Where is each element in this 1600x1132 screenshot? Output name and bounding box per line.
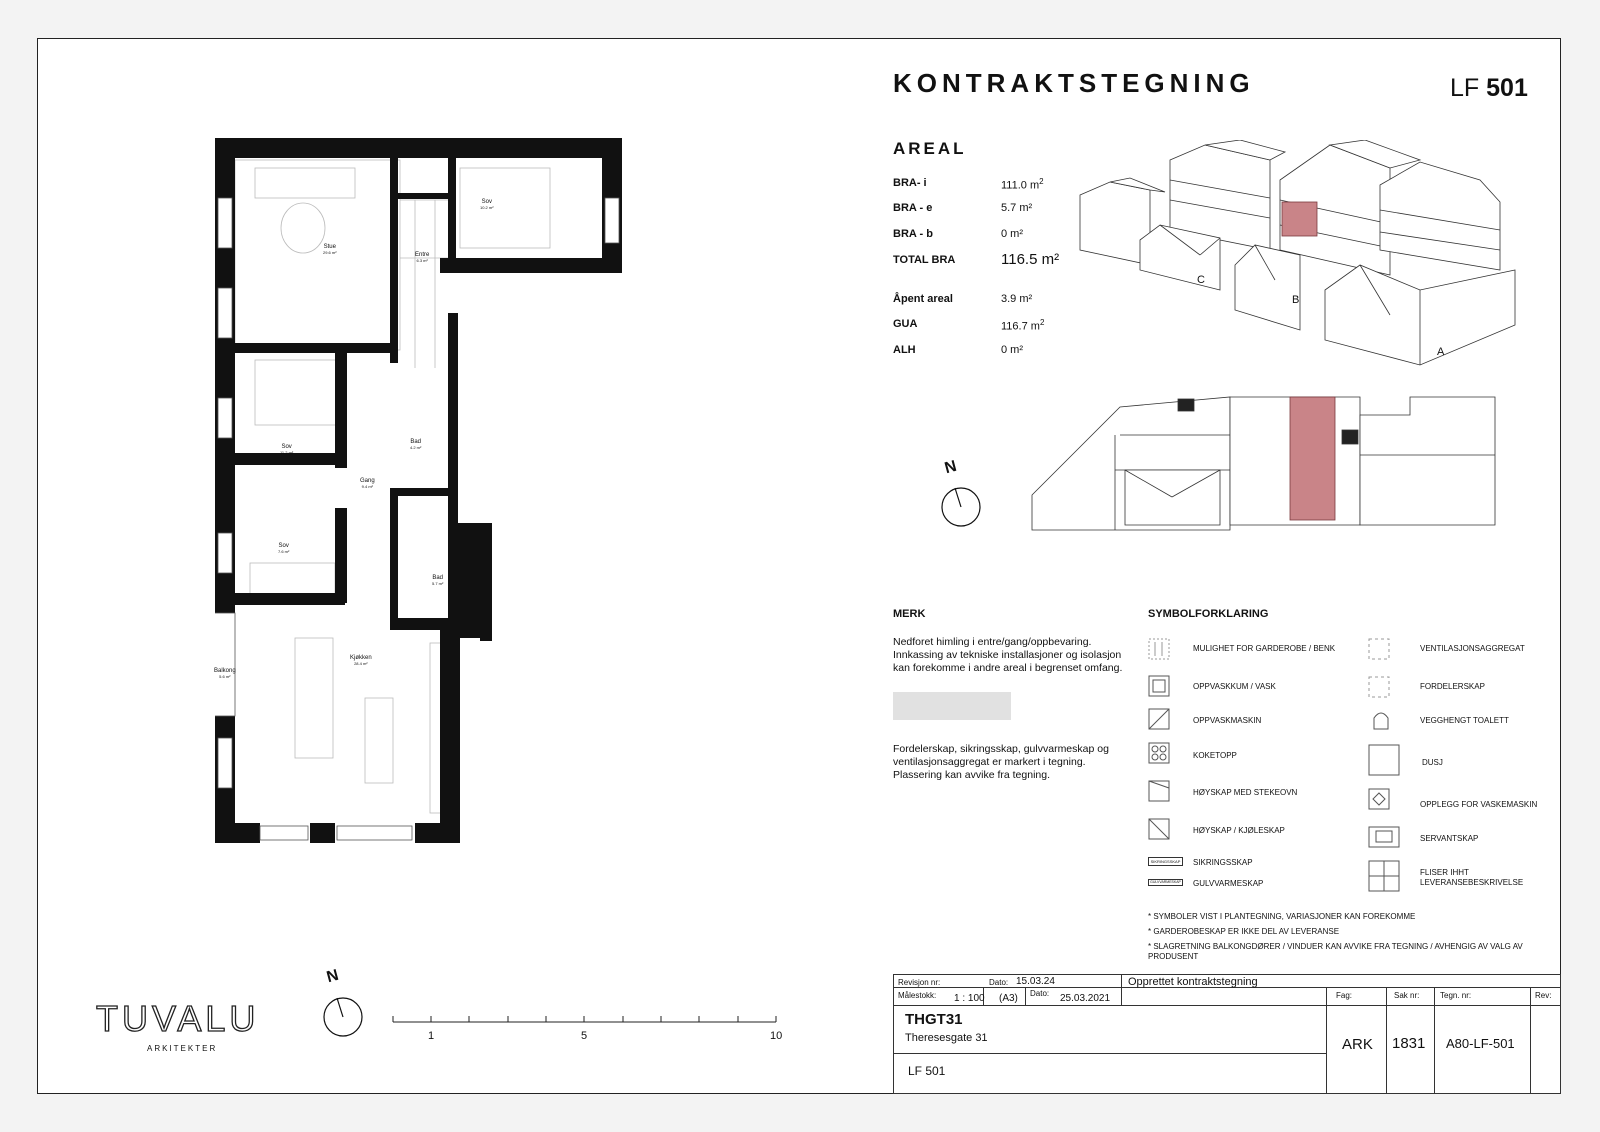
cooktop-icon — [1148, 742, 1170, 764]
building-axonometric — [1070, 140, 1540, 380]
rev-label: Rev: — [1535, 991, 1552, 1000]
merk-text-2: Fordelerskap, sikringsskap, gulvvarmeskap og ventilasjonsaggregat er markert i tegning. Plassering kan avvike fra tegning. — [893, 743, 1109, 781]
distribution-cabinet-icon — [1368, 676, 1390, 698]
site-unit-highlight — [1290, 397, 1335, 520]
areal-value: 5.7 m² — [1001, 202, 1033, 214]
building-label-a: A — [1437, 346, 1445, 358]
areal-total-value: 116.5 m² — [1001, 251, 1060, 268]
room-label: Stue 29.6 m² — [323, 244, 337, 255]
tegn-label: Tegn. nr: — [1440, 991, 1472, 1000]
legend-item: FORDELERSKAP — [1420, 682, 1485, 691]
areal-label: GUA — [893, 318, 918, 330]
note: * GARDEROBESKAP ER IKKE DEL AV LEVERANSE — [1148, 927, 1340, 936]
areal-label: ALH — [893, 344, 916, 356]
legend-item: VEGGHENGT TOALETT — [1420, 716, 1509, 725]
room-label: Kjøkken 28.4 m² — [350, 655, 372, 666]
legend-item: SIKRINGSSKAP — [1193, 858, 1253, 867]
scale-label-tb: Målestokk: — [898, 991, 937, 1000]
building-label-b: B — [1292, 294, 1300, 306]
areal-value: 0 m² — [1001, 228, 1023, 240]
tb-line — [1326, 987, 1327, 1094]
tiles-icon — [1368, 860, 1400, 892]
project-code: THGT31 — [905, 1011, 963, 1028]
sak-label: Sak nr: — [1394, 991, 1420, 1000]
ventilation-icon — [1368, 638, 1390, 660]
legend-item: HØYSKAP MED STEKEOVN — [1193, 788, 1298, 797]
scale-label: 1 — [428, 1030, 435, 1042]
tuvalu-logo: TUVALU — [96, 998, 260, 1039]
revision-date: 15.03.24 — [1016, 976, 1055, 987]
tb-line — [1386, 987, 1387, 1094]
site-north-arrow-icon — [940, 486, 982, 528]
building-label-c: C — [1197, 274, 1205, 286]
merk-heading: MERK — [893, 608, 926, 620]
date2-value: 25.03.2021 — [1060, 993, 1111, 1004]
legend-item: MULIGHET FOR GARDEROBE / BENK — [1193, 644, 1336, 653]
scale-label: 5 — [581, 1030, 588, 1042]
room-label: Sov 10.2 m² — [480, 199, 494, 210]
tb-line — [893, 1053, 1326, 1054]
unit-code — [1450, 74, 1528, 103]
scale-value: 1 : 100 — [954, 993, 985, 1004]
case-number: 1831 — [1392, 1035, 1426, 1052]
legend-item: VENTILASJONSAGGREGAT — [1420, 644, 1525, 653]
tb-line — [1121, 974, 1122, 1005]
room-label: Balkong 5.6 m² — [214, 668, 236, 679]
note: * SYMBOLER VIST I PLANTEGNING, VARIASJONER KAN FOREKOMME — [1148, 912, 1416, 921]
floor-plan — [215, 138, 625, 853]
room-label: Bad 4.2 m² — [410, 439, 422, 450]
shower-icon — [1368, 744, 1400, 776]
room-label: Sov 11.2 m² — [280, 444, 294, 455]
scale-bar — [392, 1014, 778, 1026]
sink-icon — [1148, 675, 1170, 697]
paper-format: (A3) — [999, 993, 1018, 1004]
note: * SLAGRETNING BALKONGDØRER / VINDUER KAN AVVIKE FRA TEGNING / AVHENGIG AV VALG AV PRODUSENT — [1148, 942, 1523, 961]
areal-heading: AREAL — [893, 139, 967, 158]
legend-item: OPPVASKMASKIN — [1193, 716, 1262, 725]
plan-north-label: N — [324, 966, 341, 987]
tb-line — [1025, 987, 1026, 1005]
legend-item: SERVANTSKAP — [1420, 834, 1479, 843]
date-label: Dato: — [989, 978, 1009, 987]
site-north-label: N — [942, 457, 959, 478]
legend-item: OPPLEGG FOR VASKEMASKIN — [1420, 800, 1538, 809]
room-label: Bad 5.7 m² — [432, 575, 444, 586]
dishwasher-icon — [1148, 708, 1170, 730]
room-label: Sov 7.6 m² — [278, 543, 290, 554]
plan-north-arrow-icon — [322, 996, 364, 1038]
areal-label: Åpent areal — [893, 293, 953, 305]
legend-item: KOKETOPP — [1193, 751, 1237, 760]
tb-line — [1434, 987, 1435, 1094]
tb-line — [893, 1005, 1561, 1006]
highlighted-unit — [1282, 202, 1317, 236]
areal-value: 116.7 $m^2$ — [1001, 318, 1045, 333]
areal-value: 0 m² — [1001, 344, 1023, 356]
legend-item: FLISER IHHT LEVERANSEBESKRIVELSE — [1420, 868, 1524, 887]
merk-text-1: Nedforet himling i entre/gang/oppbevaring. Innkassing av tekniske installasjoner og isolasjon kan forekomme i andre areal i begrenset omfang. — [893, 636, 1123, 674]
date2-label: Dato: — [1030, 989, 1050, 998]
legend-item: HØYSKAP / KJØLESKAP — [1193, 826, 1285, 835]
areal-value: 3.9 m² — [1001, 293, 1033, 305]
legend-item: OPPVASKKUM / VASK — [1193, 682, 1276, 691]
areal-label: BRA - b — [893, 228, 933, 240]
vanity-cabinet-icon — [1368, 826, 1400, 848]
legend-item: DUSJ — [1422, 758, 1443, 767]
areal-value: 111.0 $m^2$ — [1001, 177, 1044, 192]
site-plan — [1030, 395, 1500, 540]
tb-line — [1530, 987, 1531, 1094]
areal-label: BRA - e — [893, 202, 933, 214]
discipline: ARK — [1342, 1036, 1373, 1053]
room-label: Gang 9.4 m² — [360, 478, 375, 489]
areal-label: TOTAL BRA — [893, 254, 956, 266]
drawing-number: A80-LF-501 — [1446, 1036, 1515, 1051]
symbol-heading: SYMBOLFORKLARING — [1148, 608, 1269, 620]
fag-label: Fag: — [1336, 991, 1353, 1000]
washing-machine-icon — [1368, 788, 1390, 810]
revision-label: Revisjon nr: — [898, 978, 941, 987]
areal-label: BRA- i — [893, 177, 927, 189]
unit-name: LF 501 — [908, 1064, 946, 1078]
project-address: Theresesgate 31 — [905, 1032, 988, 1044]
unit-number: 501 — [1486, 74, 1528, 102]
revision-text: Opprettet kontraktstegning — [1128, 976, 1258, 988]
fuse-box-icon: SIKRINGSSKAP — [1148, 857, 1183, 866]
ceiling-swatch — [893, 692, 1011, 720]
toilet-icon — [1370, 708, 1392, 730]
floor-heating-box-icon: GULVVARMESKAP — [1148, 879, 1183, 886]
unit-prefix: LF — [1450, 74, 1480, 102]
legend-item: GULVVARMESKAP — [1193, 879, 1264, 888]
room-label: Entre 6.3 m² — [415, 252, 430, 263]
wardrobe-icon — [1148, 638, 1170, 660]
oven-cabinet-icon — [1148, 780, 1170, 802]
fridge-icon — [1148, 818, 1170, 840]
page-title: KONTRAKTSTEGNING — [893, 68, 1255, 98]
logo-subtitle: ARKITEKTER — [147, 1044, 218, 1053]
scale-label: 10 — [770, 1030, 783, 1042]
